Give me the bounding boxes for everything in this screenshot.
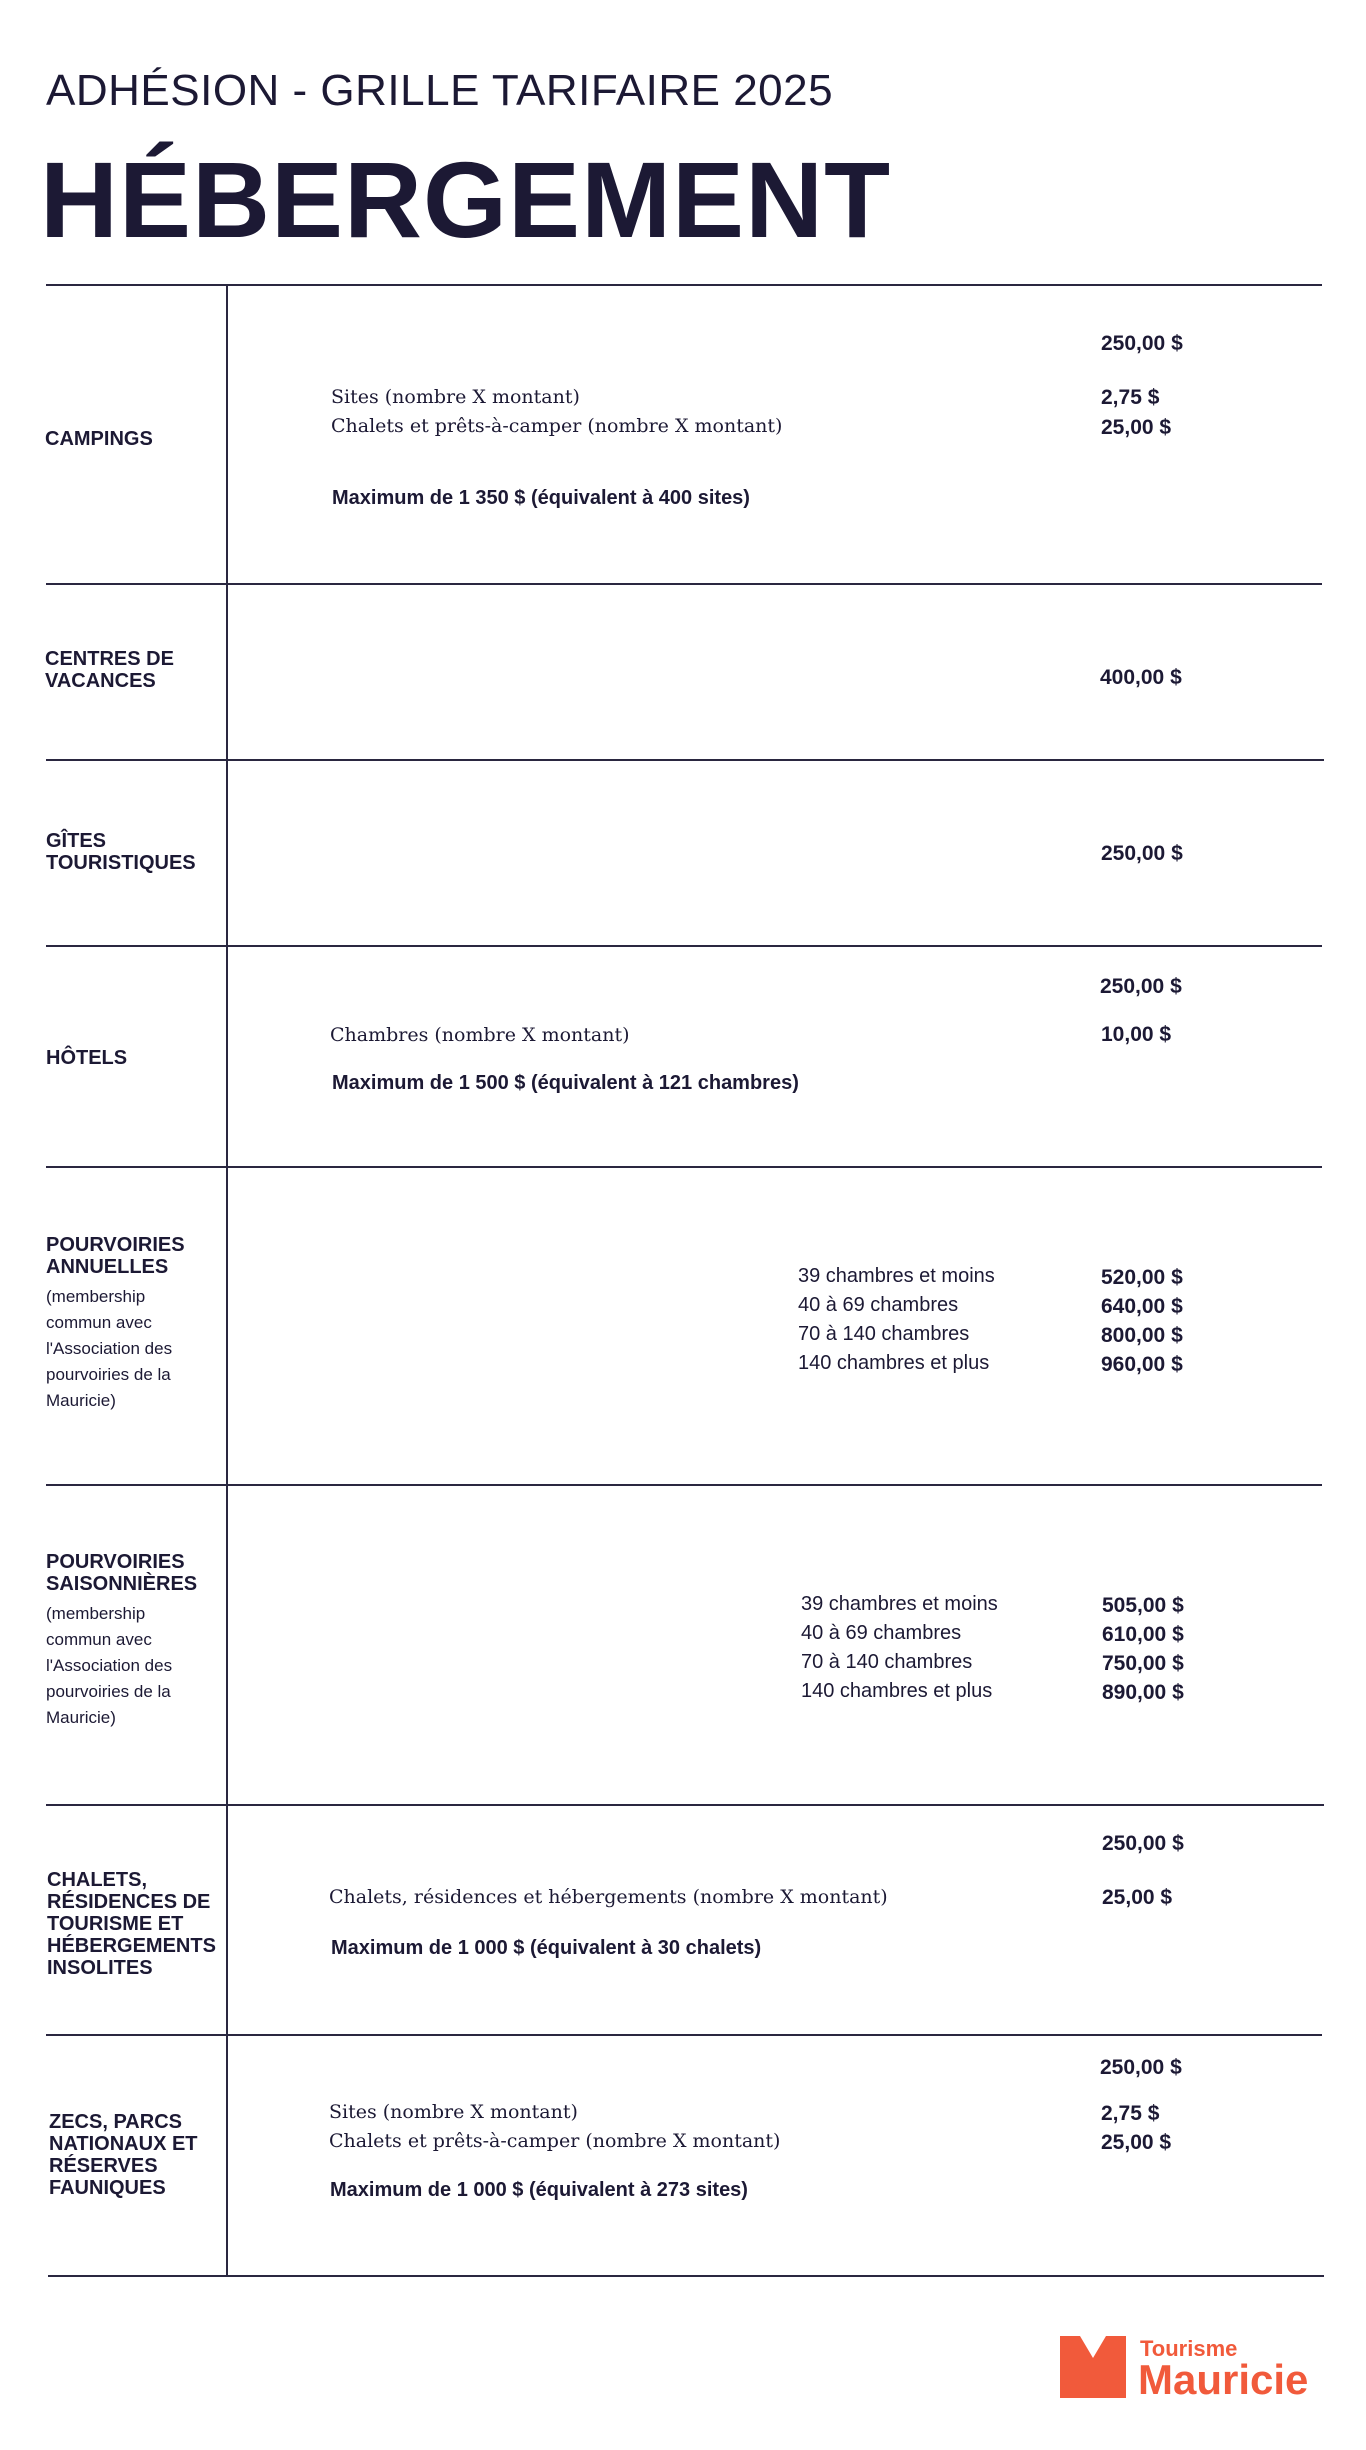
tourisme-mauricie-logo (1060, 2336, 1330, 2403)
tier-desc: 39 chambres et moins (801, 1593, 998, 1615)
category-label-line: INSOLITES (47, 1957, 153, 1979)
item-desc: Chalets, résidences et hébergements (nombre X montant) (329, 1886, 888, 1908)
divider (48, 2275, 1324, 2277)
tier-desc: 140 chambres et plus (801, 1680, 993, 1702)
base-price: 250,00 $ (1100, 2056, 1182, 2079)
category-label-line: FAUNIQUES (49, 2177, 166, 2199)
category-label-line: HÉBERGEMENTS (47, 1935, 216, 1957)
divider (46, 2034, 1322, 2036)
tier-price: 640,00 $ (1101, 1295, 1183, 1318)
category-label-line: RÉSERVES (49, 2155, 158, 2177)
category-note: (membership commun avec l'Association des pourvoiries de la Mauricie) (46, 1604, 173, 1727)
maximum-note: Maximum de 1 000 $ (équivalent à 30 chalets) (331, 1937, 762, 1959)
category-label-line: TOURISTIQUES (46, 852, 196, 874)
item-desc: Chalets et prêts-à-camper (nombre X montant) (331, 415, 783, 437)
item-price: 25,00 $ (1101, 2131, 1172, 2154)
category-label-line: GÎTES (46, 830, 107, 852)
category-label-line: POURVOIRIES (46, 1234, 185, 1256)
category-gites-touristiques (46, 830, 226, 874)
divider (46, 1166, 1322, 1168)
price: 400,00 $ (1100, 666, 1182, 689)
divider (46, 1484, 1322, 1486)
item-desc: Sites (nombre X montant) (331, 386, 580, 408)
page-supertitle: ADHÉSION - GRILLE TARIFAIRE 2025 (46, 66, 834, 115)
category-note: (membership commun avec l'Association des pourvoiries de la Mauricie) (46, 1287, 173, 1410)
category-label-line: RÉSIDENCES DE (47, 1891, 211, 1913)
category-label-line: TOURISME ET (47, 1913, 184, 1935)
base-price: 250,00 $ (1100, 975, 1182, 998)
divider (46, 759, 1324, 761)
tier-desc: 40 à 69 chambres (798, 1294, 959, 1316)
item-desc: Chambres (nombre X montant) (330, 1024, 630, 1046)
category-campings: CAMPINGS (45, 428, 153, 450)
base-price: 250,00 $ (1102, 1832, 1184, 1855)
category-label-line: CHALETS, (47, 1869, 147, 1891)
tier-desc: 40 à 69 chambres (801, 1622, 962, 1644)
item-desc: Sites (nombre X montant) (329, 2101, 578, 2123)
tier-desc: 39 chambres et moins (798, 1265, 995, 1287)
category-hotels: HÔTELS (46, 1047, 128, 1069)
category-pourvoiries-annuelles (46, 1234, 196, 1414)
base-price: 250,00 $ (1101, 332, 1183, 355)
category-pourvoiries-saisonnieres (46, 1551, 196, 1731)
item-price: 25,00 $ (1101, 416, 1172, 439)
page-title: HÉBERGEMENT (40, 139, 892, 260)
tier-desc: 70 à 140 chambres (801, 1651, 973, 1673)
m-logo-icon (1060, 2336, 1126, 2398)
divider (46, 1804, 1324, 1806)
logo-text-top: Tourisme (1140, 2336, 1238, 2361)
maximum-note: Maximum de 1 350 $ (équivalent à 400 sites) (332, 487, 750, 509)
item-price: 25,00 $ (1102, 1886, 1173, 1909)
item-price: 2,75 $ (1101, 2102, 1160, 2125)
category-zecs (49, 2111, 229, 2199)
tier-price: 610,00 $ (1102, 1623, 1184, 1646)
tier-price: 960,00 $ (1101, 1353, 1183, 1376)
maximum-note: Maximum de 1 500 $ (équivalent à 121 chambres) (332, 1072, 799, 1094)
divider (46, 583, 1322, 585)
tier-desc: 70 à 140 chambres (798, 1323, 970, 1345)
tier-price: 890,00 $ (1102, 1681, 1184, 1704)
category-label-line: SAISONNIÈRES (46, 1573, 198, 1595)
maximum-note: Maximum de 1 000 $ (équivalent à 273 sites) (330, 2179, 748, 2201)
logo-text-bottom: Mauricie (1138, 2356, 1309, 2403)
category-centres-de-vacances (45, 648, 225, 692)
category-label-line: VACANCES (45, 670, 156, 692)
tier-price: 800,00 $ (1101, 1324, 1183, 1347)
category-label-line: POURVOIRIES (46, 1551, 185, 1573)
category-label-line: ANNUELLES (46, 1256, 169, 1278)
tier-price: 750,00 $ (1102, 1652, 1184, 1675)
category-label-line: ZECS, PARCS (49, 2111, 182, 2133)
divider (46, 284, 1322, 286)
price: 250,00 $ (1101, 842, 1183, 865)
tier-price: 520,00 $ (1101, 1266, 1183, 1289)
item-price: 10,00 $ (1101, 1023, 1172, 1046)
category-chalets (47, 1869, 227, 1979)
item-desc: Chalets et prêts-à-camper (nombre X montant) (329, 2130, 781, 2152)
category-label-line: NATIONAUX ET (49, 2133, 198, 2155)
tier-desc: 140 chambres et plus (798, 1352, 990, 1374)
divider (46, 945, 1322, 947)
category-label-line: CENTRES DE (45, 648, 174, 670)
item-price: 2,75 $ (1101, 386, 1160, 409)
tier-price: 505,00 $ (1102, 1594, 1184, 1617)
